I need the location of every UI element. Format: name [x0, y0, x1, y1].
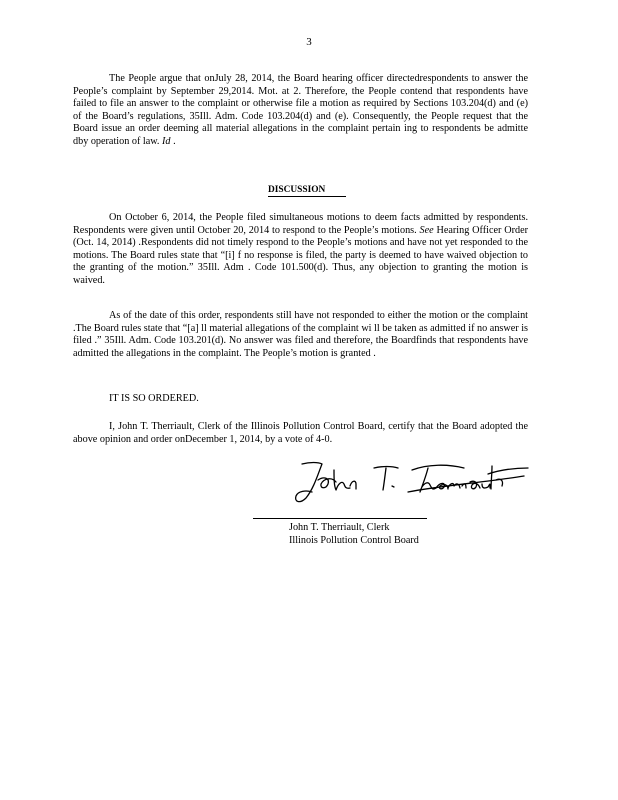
- signature-line: [253, 518, 427, 519]
- handwritten-signature: [288, 458, 534, 510]
- section-heading: DISCUSSION: [268, 185, 346, 197]
- paragraph-text: As of the date of this order, respondents still have not responded to either the motion or the complaint .The Board rules state that “[a] ll material allegations of the complaint wi ll be taken as admitted if no answer is filed .” 35Ill. Adm. Code 103.201(d). No answer was filed and therefore, the Boardfinds that respondents have admitted the allegations in the complaint. The People’s motion is granted .: [73, 310, 528, 359]
- signature-text: John T. Therriault: [288, 458, 296, 459]
- citation-id: Id: [162, 135, 171, 147]
- paragraph-text: Hearing Officer Order (Oct. 14, 2014) .Respondents did not timely respond to the People’s motions and have not yet responded to the motions. The Board rules state that “[i] f no response is filed, the party is deemed to have waived objection to the granting of the motion.” 35Ill. Adm . Code 101.500(d). Thus, any objection to granting the motion is waived.: [73, 224, 528, 286]
- paragraph-people-argue: [73, 73, 528, 149]
- clerk-name: John T. Therriault, Clerk: [289, 522, 390, 533]
- citation-end: .: [170, 135, 176, 147]
- order-statement: IT IS SO ORDERED.: [109, 393, 199, 404]
- paragraph-as-of-date: [73, 310, 528, 360]
- paragraph-text: On October 6, 2014, the People filed simultaneous motions to deem facts admitted by respondents. Respondents were given until October 20, 2014 to respond to the People’s motions.: [73, 212, 528, 236]
- citation-see: See: [419, 224, 434, 236]
- clerk-certification: I, John T. Therriault, Clerk of the Illinois Pollution Control Board, certify that the Board adopted the above opinion and order onDecember 1, 2014, by a vote of 4-0.: [73, 421, 528, 445]
- page-number: 3: [306, 36, 312, 48]
- paragraph-text: The People argue that onJuly 28, 2014, the Board hearing officer directedrespondents to answer the People’s complaint by September 29,2014. Mot. at 2. Therefore, the People contend that respondents have failed to file an answer to the complaint or otherwise file a motion as required by Sections 103.204(d) and (e) of the Board’s regulations, 35Ill. Adm. Code 103.204(d) and (e). Consequently, the People request that the Board issue an order deeming all material allegations in the complaint pertain ing to respondents be admitte dby operation of law.: [73, 73, 528, 147]
- clerk-organization: Illinois Pollution Control Board: [289, 535, 419, 546]
- paragraph-motions-filed: [73, 212, 528, 288]
